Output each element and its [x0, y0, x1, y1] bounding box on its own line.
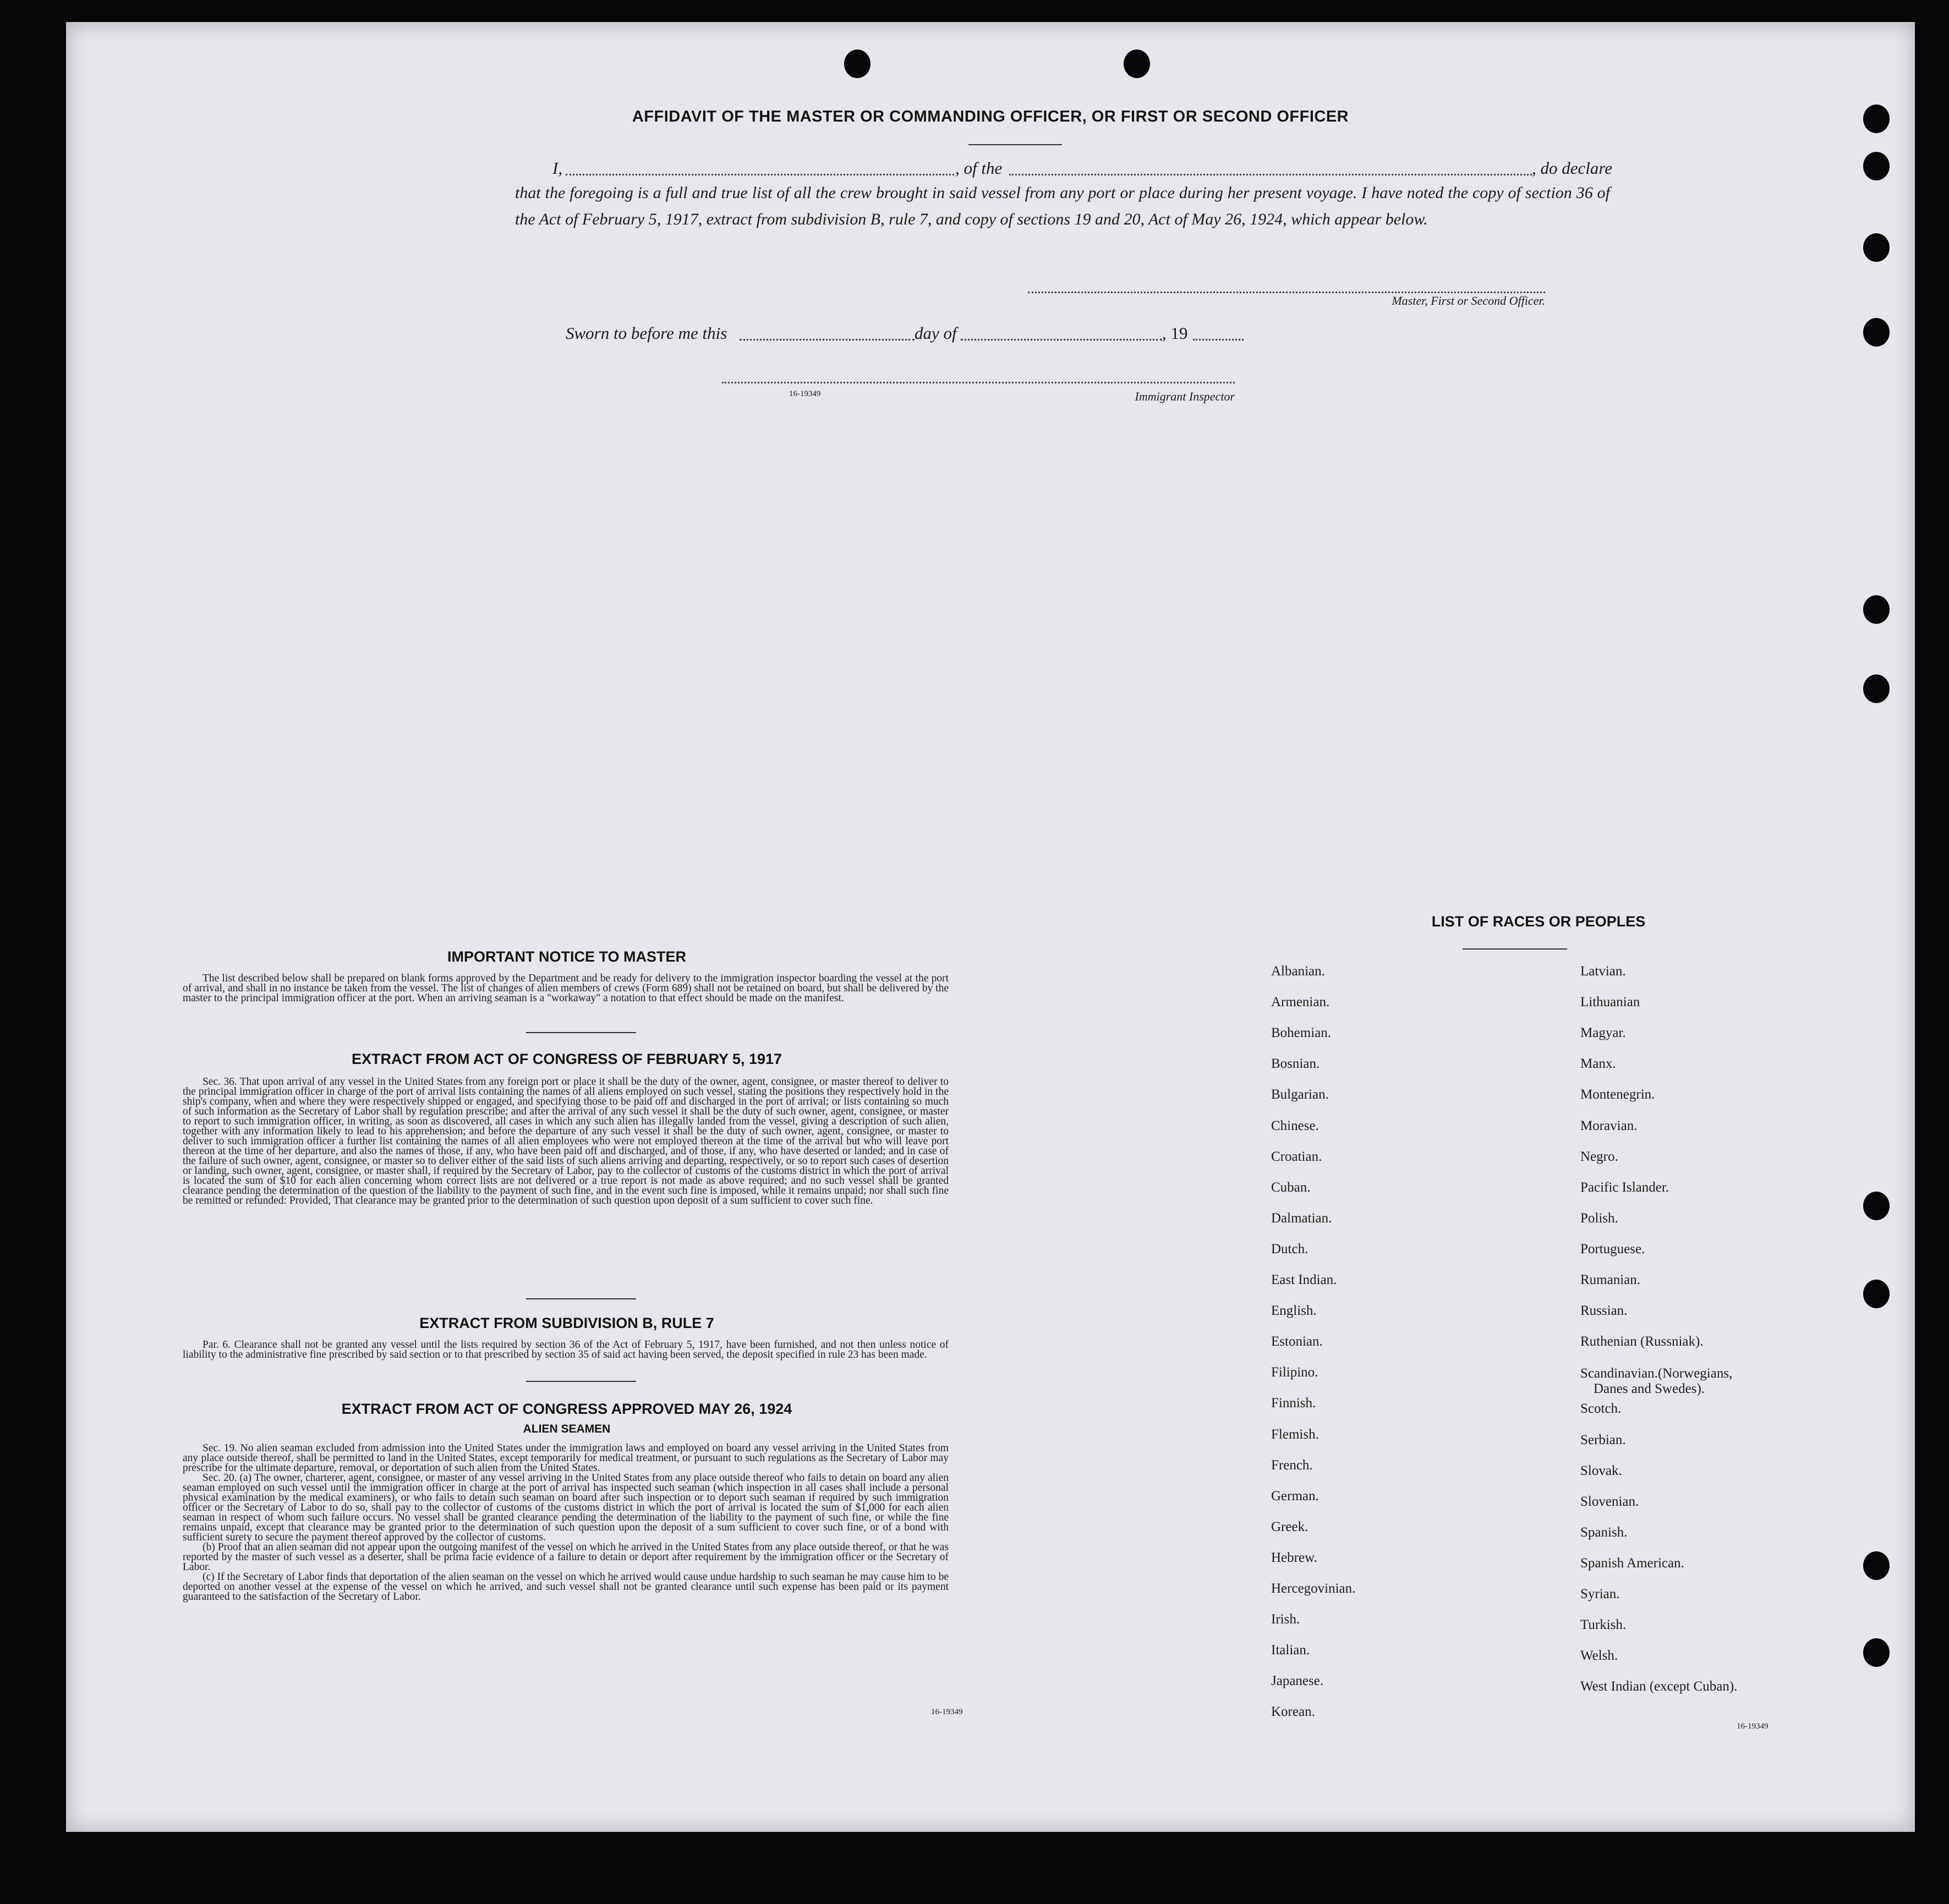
race-item: Albanian. — [1271, 964, 1325, 979]
race-item: Japanese. — [1271, 1673, 1324, 1689]
race-item: Montenegrin. — [1580, 1087, 1655, 1102]
race-item: Dutch. — [1271, 1241, 1309, 1256]
section-divider — [526, 1298, 636, 1299]
punch-hole — [1863, 233, 1890, 262]
race-item: Spanish American. — [1580, 1555, 1684, 1571]
act-1924-subtitle: ALIEN SEAMEN — [523, 1423, 611, 1435]
race-item: East Indian. — [1271, 1272, 1337, 1287]
race-item: Ruthenian (Russniak). — [1580, 1334, 1704, 1349]
races-divider — [1463, 948, 1567, 950]
affidavit-title: AFFIDAVIT OF THE MASTER OR COMMANDING OFFICER, OR FIRST OR SECOND OFFICER — [632, 108, 1349, 125]
act-1924-title: EXTRACT FROM ACT OF CONGRESS APPROVED MAY 26, 1924 — [341, 1401, 792, 1417]
sec-20b-text: (b) Proof that an alien seaman did not appear upon the outgoing manifest of the vessel on which he arrived in the United States from any place outside thereof, or that he was reported by the master of such vessel as a deserter, shall be prima facie evidence of a failure to detain or deport after requirement by the immigration officer or the Secretary of Labor. — [183, 1541, 949, 1573]
form-number: 16-19349 — [789, 389, 821, 398]
punch-hole — [1863, 318, 1890, 347]
title-divider — [968, 144, 1062, 145]
race-item: Scotch. — [1580, 1401, 1622, 1417]
race-item: Croatian. — [1271, 1149, 1322, 1164]
notices-form-number: 16-19349 — [931, 1708, 963, 1716]
race-item: Irish. — [1271, 1612, 1300, 1627]
sec-20c-text: (c) If the Secretary of Labor finds that deportation of the alien seaman on the vessel on which he arrived would cause undue hardship to such seaman he may cause him to be deported on another vessel at the expense of the vessel on which he arrived, and such vessel shall not be granted clearance until such expense has been paid or its payment guaranteed to the satisfaction of the Secretary of Labor. — [183, 1571, 949, 1603]
race-item: Bosnian. — [1271, 1056, 1320, 1072]
race-item: West Indian (except Cuban). — [1580, 1679, 1738, 1694]
race-item: Hebrew. — [1271, 1550, 1317, 1565]
punch-hole — [1863, 595, 1890, 624]
punch-hole — [1863, 1638, 1890, 1667]
sworn-day-label: day of — [915, 323, 957, 343]
race-item: Bohemian. — [1271, 1025, 1332, 1041]
sworn-year-blank — [1193, 339, 1244, 341]
race-item: Moravian. — [1580, 1118, 1638, 1133]
punch-hole — [1863, 674, 1890, 703]
affidavit-i-label: I, — [552, 158, 563, 178]
document-page — [66, 22, 1915, 1832]
inspector-signature-line — [722, 382, 1235, 383]
inspector-caption: Immigrant Inspector — [1135, 389, 1235, 403]
race-item: Filipino. — [1271, 1365, 1318, 1380]
race-item: Russian. — [1580, 1303, 1628, 1319]
rule-7-text: Par. 6. Clearance shall not be granted any vessel until the lists required by section 36 of the Act of February 5, 1917, have been furnished, and not then unless notice of liability to the administrative fine prescribed by said section or to that prescribed by section 35 of said act having been served, the deposit specified in rule 23 has been made. — [183, 1339, 949, 1360]
punch-hole — [1124, 50, 1150, 78]
race-item: Hercegovinian. — [1271, 1581, 1356, 1596]
race-item: Polish. — [1580, 1210, 1618, 1226]
race-item: Greek. — [1271, 1519, 1309, 1534]
race-item: Cuban. — [1271, 1179, 1311, 1195]
rule-7-title: EXTRACT FROM SUBDIVISION B, RULE 7 — [419, 1315, 714, 1331]
act-1917-title: EXTRACT FROM ACT OF CONGRESS OF FEBRUARY 5, 1917 — [351, 1051, 782, 1067]
race-item: Serbian. — [1580, 1432, 1626, 1447]
race-item: Armenian. — [1271, 995, 1330, 1010]
race-item: English. — [1271, 1303, 1317, 1319]
race-item: Turkish. — [1580, 1617, 1627, 1633]
race-item: Pacific Islander. — [1580, 1179, 1669, 1195]
race-item: Danes and Swedes). — [1594, 1381, 1705, 1397]
sworn-year-label: , 19 — [1162, 323, 1188, 343]
race-item: Slovak. — [1580, 1463, 1622, 1478]
races-title: LIST OF RACES OR PEOPLES — [1431, 913, 1646, 930]
name-blank — [566, 174, 954, 175]
section-divider — [526, 1381, 636, 1382]
race-item: German. — [1271, 1488, 1319, 1504]
race-item: Italian. — [1271, 1643, 1310, 1658]
race-item: Bulgarian. — [1271, 1087, 1329, 1102]
race-item: Korean. — [1271, 1704, 1315, 1720]
race-item: Scandinavian.(Norwegians, — [1580, 1366, 1733, 1381]
sworn-day-blank — [740, 339, 915, 341]
race-item: Latvian. — [1580, 964, 1626, 979]
affidavit-body: that the foregoing is a full and true list of all the crew brought in said vessel from any port or place during her present voyage. I have noted the copy of section 36 of the Act of February 5, 1917, extract from subdivision B, rule 7, and copy of sections 19 and 20, Act of May 26, 1924, which appear below. — [515, 184, 1610, 228]
race-item: French. — [1271, 1457, 1313, 1473]
race-item: Lithuanian — [1580, 995, 1640, 1010]
sec-20a-text: Sec. 20. (a) The owner, charterer, agent, consignee, or master of any vessel arriving in the United States from any place outside thereof who fails to detain on board any alien seaman employed on such vessel until the immigration officer in charge at the port of arrival has inspected such seaman (which inspection in all cases shall include a personal physical examination by the medical examiners), or who fails to detain such seaman on board after such inspection or to deport such seaman if required by such immigration officer or the Secretary of Labor to do so, shall pay to the collector of customs of the customs district in which the port of arrival is located the sum of $1,000 for each alien seaman in respect of whom such failure occurs. No vessel shall be granted clearance pending the determination of the liability to the payment of such fine, or while the fine remains unpaid, except that clearance may be granted prior to the determination of such question upon the deposit of a sum sufficient to cover such fine, or of a bond with sufficient surety to secure the payment thereof approved by the collector of customs. — [183, 1472, 949, 1543]
punch-hole — [1863, 1551, 1890, 1580]
races-form-number: 16-19349 — [1737, 1722, 1769, 1731]
master-caption: Master, First or Second Officer. — [1392, 294, 1545, 308]
affidavit-of-the-label: , of the — [955, 158, 1003, 178]
important-notice-title: IMPORTANT NOTICE TO MASTER — [447, 948, 686, 965]
punch-hole — [1863, 1280, 1890, 1308]
sworn-prefix: Sworn to before me this — [566, 323, 727, 343]
punch-hole — [844, 50, 871, 78]
race-item: Dalmatian. — [1271, 1210, 1332, 1226]
race-item: Negro. — [1580, 1149, 1618, 1164]
race-item: Chinese. — [1271, 1118, 1319, 1133]
section-divider — [526, 1032, 636, 1033]
race-item: Flemish. — [1271, 1426, 1319, 1442]
race-item: Spanish. — [1580, 1524, 1628, 1540]
important-notice-text: The list described below shall be prepared on blank forms approved by the Department and be ready for delivery to the immigration inspector boarding the vessel at the port of arrival, and shall in no instance be taken from the vessel. The list of changes of alien members of crews (Form 689) shall not be retained on board, but shall be delivered by the master to the principal immigration officer at the port. When an arriving seaman is a "workaway" a notation to that effect should be made on the manifest. — [183, 973, 949, 1004]
punch-hole — [1863, 1192, 1890, 1220]
race-item: Estonian. — [1271, 1334, 1323, 1349]
vessel-blank — [1009, 174, 1532, 175]
punch-hole — [1863, 152, 1890, 180]
race-item: Manx. — [1580, 1056, 1616, 1072]
race-item: Slovenian. — [1580, 1494, 1639, 1509]
race-item: Rumanian. — [1580, 1272, 1641, 1287]
race-item: Portuguese. — [1580, 1241, 1645, 1256]
race-item: Finnish. — [1271, 1396, 1316, 1411]
sec-19-text: Sec. 19. No alien seaman excluded from admission into the United States under the immigration laws and employed on board any vessel arriving in the United States from any place outside thereof, shall be permitted to land in the United States, except temporarily for medical treatment, or pursuant to such regulations as the Secretary of Labor may prescribe for the ultimate departure, removal, or deportation of such alien from the United States. — [183, 1442, 949, 1474]
race-item: Welsh. — [1580, 1648, 1618, 1664]
affidavit-declare-label: , do declare — [1532, 158, 1613, 178]
act-1917-text: Sec. 36. That upon arrival of any vessel in the United States from any foreign port or place it shall be the duty of the owner, agent, consignee, or master thereof to deliver to the principal immigration officer in charge of the port of arrival lists containing the names of all aliens employed on such vessel, stating the positions they respectively hold in the ship's company, when and where they were respectively shipped or engaged, and specifying those to be paid off and discharged in the port of arrival; or lists containing so much of such information as the Secretary of Labor shall by regulation prescribe; and after the arrival of any such vessel it shall be the duty of such owner, agent, consignee, or master to report to such immigration officer, in writing, as soon as discovered, all cases in which any such alien has illegally landed from the vessel, giving a description of such alien, together with any information likely to lead to his apprehension; and before the departure of any such vessel it shall be the duty of such owner, agent, consignee, or master to deliver to such immigration officer a further list containing the names of all alien employees who were not employed thereon at the time of the arrival but who will leave port thereon at the time of her departure, and also the names of those, if any, who have been paid off and discharged, and of those, if any, who have deserted or landed; and in case of the failure of such owner, agent, consignee, or master so to deliver either of the said lists of such aliens arriving and departing, respectively, or so to report such cases of desertion or landing, such owner, agent, consignee, or master shall, if required by the Secretary of Labor, pay to the collector of customs of the customs district in which the port of arrival is located the sum of $10 for each alien concerning whom correct lists are not delivered or a true report is not made as above required; and no such vessel shall be granted clearance pending the determination of the question of the liability to the payment of such fine, and in the event such fine is imposed, while it remains unpaid; nor shall such fine be remitted or refunded: Provided, That clearance may be granted prior to the determination of such question upon deposit of a sum sufficient to cover such fine. — [183, 1076, 949, 1206]
act-1924-text — [183, 1444, 949, 1602]
race-item: Syrian. — [1580, 1587, 1620, 1601]
race-item: Magyar. — [1580, 1025, 1626, 1041]
master-signature-line — [1028, 292, 1545, 293]
sworn-month-blank — [961, 339, 1162, 341]
